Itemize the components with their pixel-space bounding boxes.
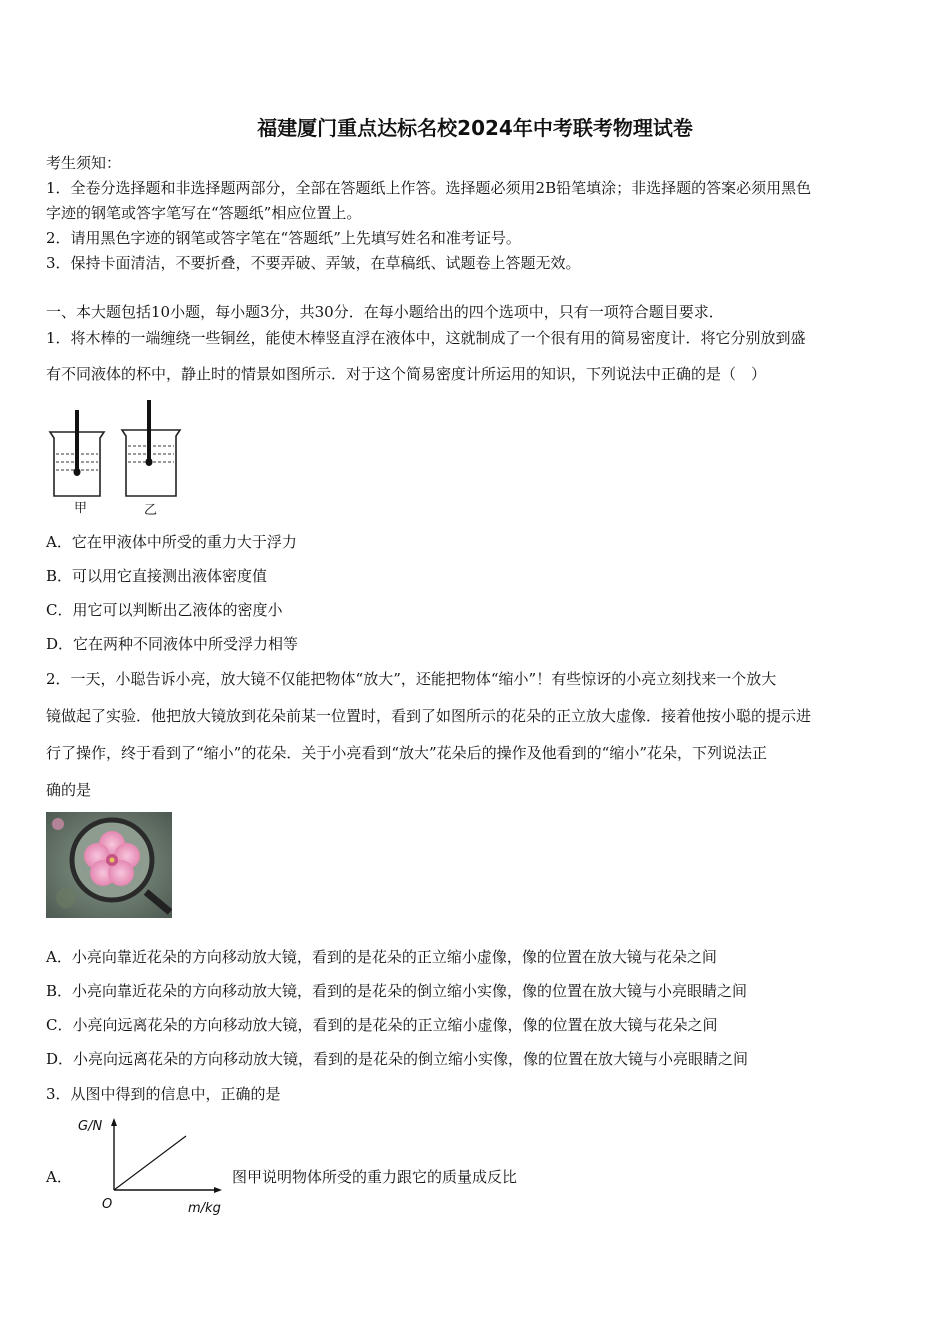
q2-option-b[interactable]: B．小亮向靠近花朵的方向移动放大镜，看到的是花朵的倒立缩小实像，像的位置在放大镜与小亮眼睛之间 — [46, 982, 748, 1000]
notice-item: 字迹的钢笔或答字笔写在“答题纸”相应位置上。 — [46, 204, 362, 222]
data-line — [114, 1136, 186, 1190]
q2-option-a[interactable]: A．小亮向靠近花朵的方向移动放大镜，看到的是花朵的正立缩小虚像，像的位置在放大镜与花朵之间 — [46, 948, 717, 966]
notice-heading: 考生须知： — [46, 154, 122, 172]
q1-option-b[interactable]: B．可以用它直接测出液体密度值 — [46, 567, 268, 585]
gravity-mass-graph — [76, 1112, 236, 1222]
question-2-stem: 确的是 — [46, 781, 92, 799]
q3-option-a-text[interactable]: 图甲说明物体所受的重力跟它的质量成反比 — [232, 1168, 518, 1186]
q1-option-a[interactable]: A．它在甲液体中所受的重力大于浮力 — [46, 533, 297, 551]
question-3-stem: 3．从图中得到的信息中，正确的是 — [46, 1085, 281, 1103]
figure-label-yi: 乙 — [144, 503, 158, 518]
section-heading: 一、本大题包括10小题，每小题3分，共30分．在每小题给出的四个选项中，只有一项符合题目要求． — [46, 303, 724, 321]
density-meter-figure — [44, 396, 194, 520]
notice-item: 3．保持卡面清洁，不要折叠，不要弄破、弄皱，在草稿纸、试题卷上答题无效。 — [46, 254, 581, 272]
q1-option-c[interactable]: C．用它可以判断出乙液体的密度小 — [46, 601, 283, 619]
y-axis-arrow-icon — [111, 1118, 117, 1126]
beaker-jia — [50, 410, 104, 496]
figure-label-jia: 甲 — [74, 501, 88, 516]
question-2-stem: 行了操作，终于看到了“缩小”的花朵．关于小亮看到“放大”花朵后的操作及他看到的“缩小”花朵，下列说法正 — [46, 744, 768, 762]
q2-option-c[interactable]: C．小亮向远离花朵的方向移动放大镜，看到的是花朵的正立缩小虚像，像的位置在放大镜与花朵之间 — [46, 1016, 718, 1034]
q2-option-d[interactable]: D．小亮向远离花朵的方向移动放大镜，看到的是花朵的倒立缩小实像，像的位置在放大镜与小亮眼睛之间 — [46, 1050, 749, 1068]
magnifier-flower-photo — [46, 812, 172, 918]
q3-option-a-label[interactable]: A． — [46, 1168, 72, 1186]
question-1-stem: 1．将木棒的一端缠绕一些铜丝，能使木棒竖直浮在液体中，这就制成了一个很有用的简易密度计．将它分别放到盛 — [46, 329, 806, 347]
y-axis-label: G/N — [78, 1119, 103, 1134]
x-axis-arrow-icon — [214, 1187, 222, 1193]
page-title: 福建厦门重点达标名校2024年中考联考物理试卷 — [257, 116, 693, 140]
question-1-stem: 有不同液体的杯中，静止时的情景如图所示．对于这个简易密度计所运用的知识，下列说法中正确的是（ ） — [46, 365, 767, 383]
x-axis-label: m/kg — [188, 1201, 221, 1216]
question-2-stem: 镜做起了实验．他把放大镜放到花朵前某一位置时，看到了如图所示的花朵的正立放大虚像．接着他按小聪的提示进 — [46, 707, 812, 725]
q1-option-d[interactable]: D．它在两种不同液体中所受浮力相等 — [46, 635, 299, 653]
origin-label: O — [102, 1197, 113, 1212]
notice-item: 2．请用黑色字迹的钢笔或答字笔在“答题纸”上先填写姓名和准考证号。 — [46, 229, 521, 247]
beaker-yi — [122, 400, 180, 496]
question-2-stem: 2．一天，小聪告诉小亮，放大镜不仅能把物体“放大”，还能把物体“缩小”！有些惊讶的小亮立刻找来一个放大 — [46, 670, 777, 688]
notice-item: 1．全卷分选择题和非选择题两部分，全部在答题纸上作答。选择题必须用2B铅笔填涂；非选择题的答案必须用黑色 — [46, 179, 812, 197]
